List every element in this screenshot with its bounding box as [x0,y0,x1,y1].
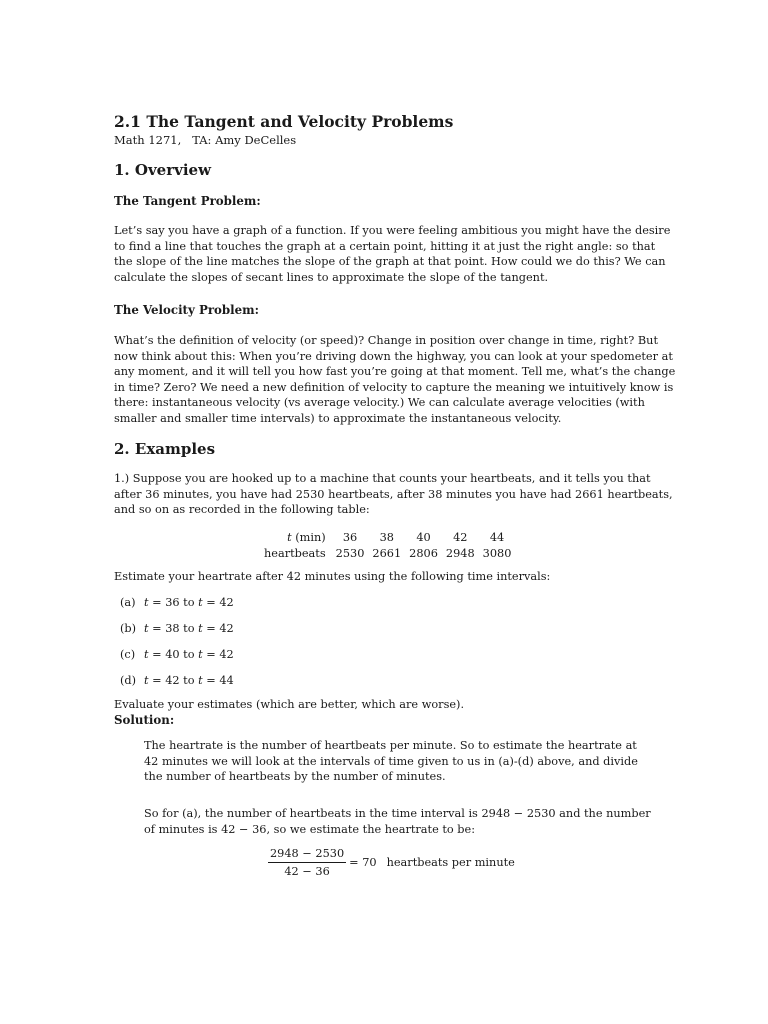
list-item: (b) t = 38 to t = 42 [120,622,234,635]
fraction-numerator: 2948 − 2530 [268,846,346,863]
equation-unit: heartbeats per minute [386,856,515,869]
list-item: (d) t = 42 to t = 44 [120,674,234,687]
paragraph-line: smaller and smaller time intervals) to approximate the instantaneous velocity. [114,411,562,425]
time-row-label: t (min) [287,531,326,544]
paragraph-line: to find a line that touches the graph at a certain point, hitting it at just the right angle: so that [114,239,656,253]
paragraph-line: there: instantaneous velocity (vs average velocity.) We can calculate average velocities (with [114,396,645,410]
table-cell: 2530 [335,546,365,560]
heartrate-equation [268,846,515,879]
table-cell: 3080 [482,546,512,560]
paragraph-line: Let’s say you have a graph of a function. If you were feeling ambitious you might have the desire [114,224,671,237]
equation-result: = 70 [349,856,377,869]
table-row [260,546,515,562]
paragraph-line: 1.) Suppose you are hooked up to a machine that counts your heartbeats, and it tells you that [114,472,651,485]
paragraph-line: the number of heartbeats by the number of minutes. [144,770,446,784]
overview-heading: 1. Overview [114,161,211,179]
table-cell: 40 [416,531,431,544]
velocity-problem-heading: The Velocity Problem: [114,303,259,317]
fraction [268,846,346,879]
document-title: 2.1 The Tangent and Velocity Problems [114,112,454,131]
paragraph-line: calculate the slopes of secant lines to approximate the slope of the tangent. [114,270,549,284]
solution-paragraph-2 [144,806,651,837]
table-cell: 42 [453,531,468,544]
solution-label: Solution: [114,713,175,727]
table-cell: 2661 [372,546,402,560]
estimate-instruction: Estimate your heartrate after 42 minutes using the following time intervals: [114,570,551,583]
paragraph-line: the slope of the line matches the slope of the graph at that point. How could we do this? We can [114,255,666,269]
document-subtitle: Math 1271, TA: Amy DeCelles [114,133,297,147]
fraction-denominator: 42 − 36 [284,865,330,878]
table-cell: 2806 [409,546,438,560]
paragraph-line: any moment, and it will tell you how fast you’re going at that moment. Tell me, what’s the change [114,365,676,379]
paragraph-line: in time? Zero? We need a new definition of velocity to capture the meaning we intuitively know is [114,380,674,394]
paragraph-line: What’s the definition of velocity (or speed)? Change in position over change in time, right? But [114,334,658,347]
paragraph-line: So for (a), the number of heartbeats in the time interval is 2948 − 2530 and the number [144,807,651,820]
evaluate-instruction: Evaluate your estimates (which are better, which are worse). [114,698,465,711]
paragraph-line: of minutes is 42 − 36, so we estimate the heartrate to be: [144,822,476,836]
table-cell: 44 [489,531,505,544]
heartbeat-table [260,530,520,561]
table-cell: 2948 [445,546,475,560]
paragraph-line: and so on as recorded in the following table: [114,503,370,517]
paragraph-line: now think about this: When you’re driving down the highway, you can look at your spedometer at [114,349,673,363]
table-cell: 36 [342,531,358,544]
document-header [114,112,453,148]
example-intro-paragraph [114,471,673,518]
table-row [260,530,515,546]
heartbeats-row-label: heartbeats [264,546,326,560]
solution-paragraph-1 [144,738,644,785]
list-item: (a) t = 36 to t = 42 [120,596,234,609]
examples-heading: 2. Examples [114,440,216,458]
velocity-problem-paragraph [114,333,675,427]
paragraph-line: after 36 minutes, you have had 2530 heartbeats, after 38 minutes you have had 2661 heartbeats, [114,487,673,501]
tangent-problem-heading: The Tangent Problem: [114,194,261,208]
table-cell: 38 [379,531,394,544]
paragraph-line: 42 minutes we will look at the intervals of time given to us in (a)-(d) above, and divide [144,754,638,768]
paragraph-line: The heartrate is the number of heartbeats per minute. So to estimate the heartrate at [144,739,637,752]
list-item: (c) t = 40 to t = 42 [120,648,234,661]
tangent-problem-paragraph [114,223,670,285]
